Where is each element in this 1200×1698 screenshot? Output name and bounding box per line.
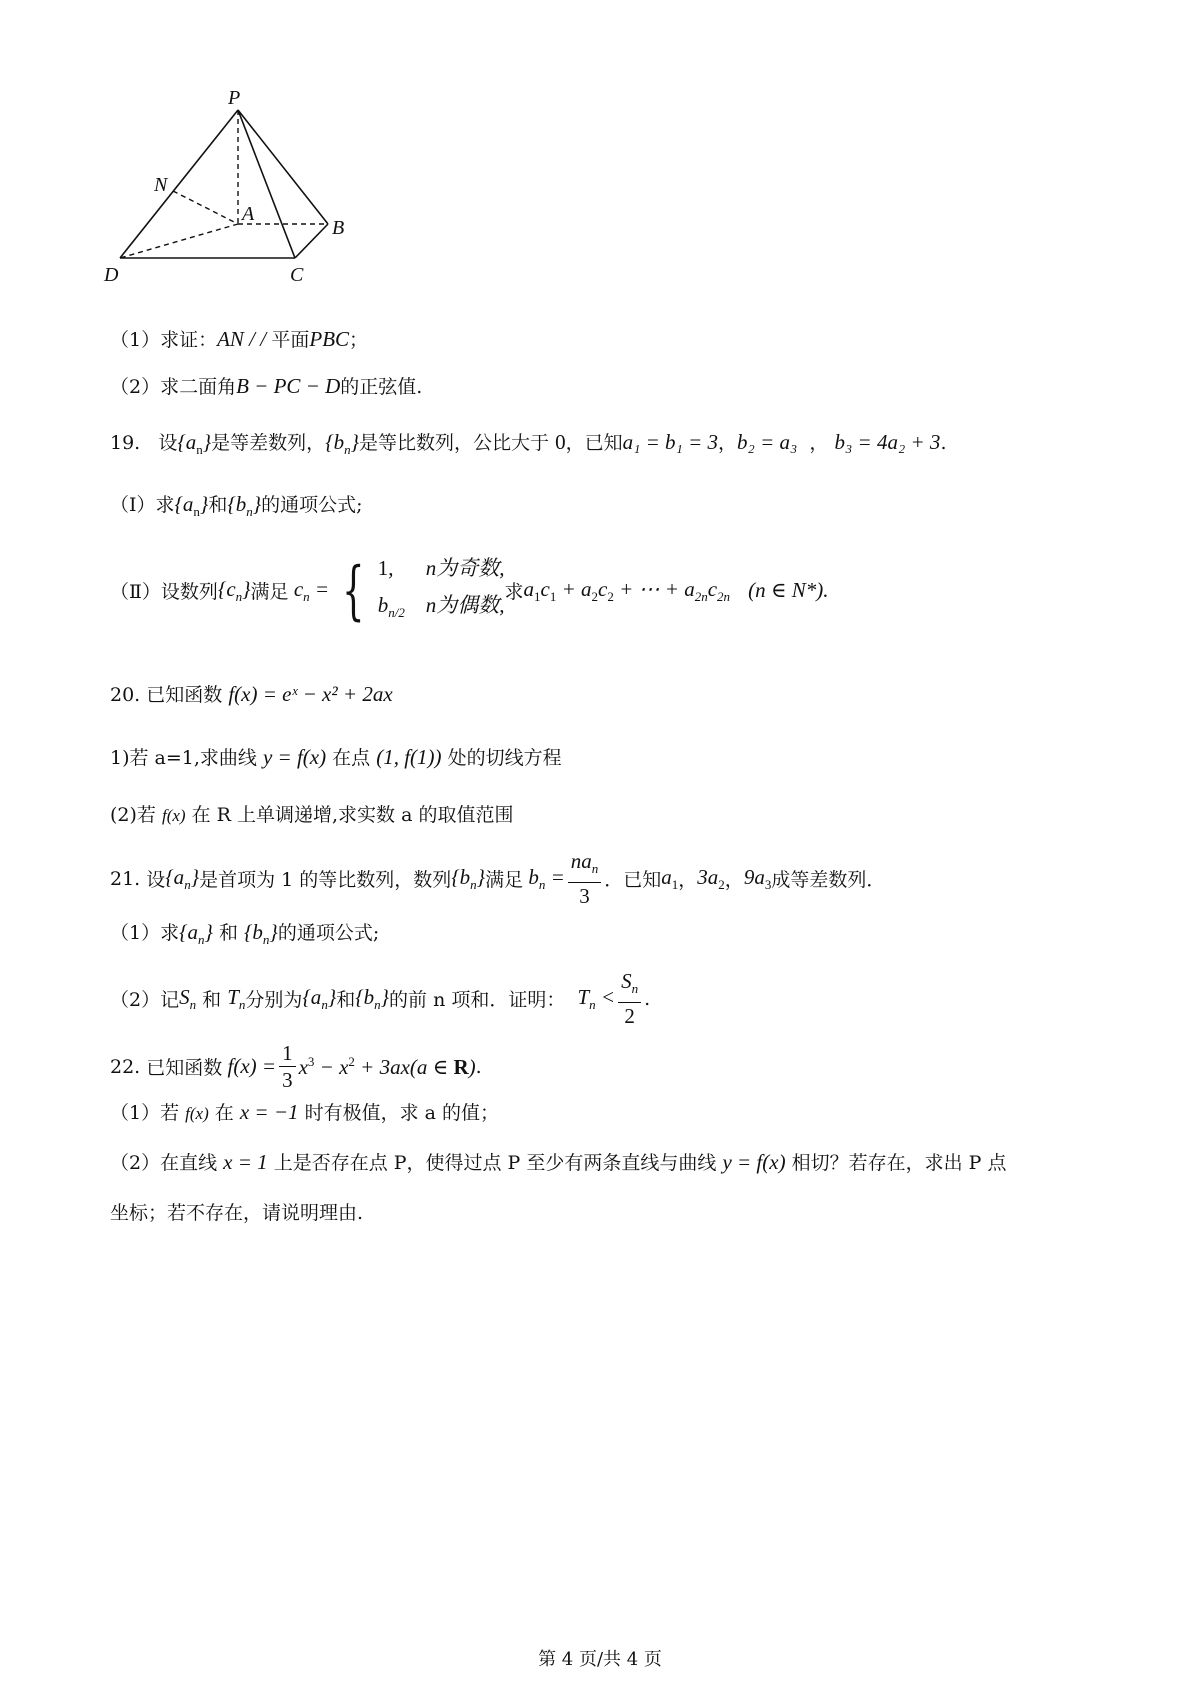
- q20-part1: 1)若 a=1,求曲线 y = f(x) 在点 (1, f(1)) 处的切线方程: [110, 745, 562, 769]
- label-A: A: [242, 203, 255, 225]
- segment-NA: [173, 191, 238, 224]
- edge-AD: [120, 224, 238, 258]
- q22-part2: （2）在直线 x = 1 上是否存在点 P，使得过点 P 至少有两条直线与曲线 y = f(x) 相切？若存在，求出 P 点: [110, 1150, 1007, 1174]
- q19-part2: （Ⅱ）设数列 $\{c_n\}$ 满足 $c_n$ = { 1, n为奇数, $b_{n/2}$ n为偶数, 求 $a_1c_1 + a_2c_2$ + ⋯ + $a_{2n}c_{2n}$ (n ∈ N*).: [110, 553, 829, 628]
- edge-PC: [238, 110, 295, 258]
- q19-stem: 19. 设$\{a_n\}$是等差数列，$\{b_n\}$是等比数列，公比大于 0，已知a₁ = b₁ = 3，b₂ = a₃ ， b₃ = 4a₂ + 3.: [110, 430, 947, 458]
- q21-stem: 21. 设 $\{a_n\}$ 是首项为 1 的等比数列，数列 $\{b_n\}$ 满足 $b_n$ = $\frac{na_n}{3}$ ．已知 $a_1$ ， $3a_2$ ， $9a_3$ 成等差数列．: [110, 849, 886, 909]
- pyramid-figure: [100, 88, 360, 288]
- edge-PD: [120, 110, 238, 258]
- label-B: B: [332, 217, 345, 239]
- q22-part2-cont: 坐标；若不存在，请说明理由.: [110, 1202, 364, 1224]
- label-N: N: [154, 174, 168, 196]
- edge-CB: [295, 224, 328, 258]
- label-P: P: [228, 88, 241, 109]
- q19-part1: （Ⅰ）求$\{a_n\}$和$\{b_n\}$的通项公式;: [110, 492, 363, 520]
- page-footer: 第 4 页/共 4 页: [538, 1649, 662, 1670]
- q22-stem: 22. 已知函数 f(x) = $\frac{1}{3}$ $x^3 - x^2 + 3ax(a$ ∈ R) .: [110, 1041, 482, 1092]
- q20-part2: (2)若 f(x) 在 R 上单调递增,求实数 a 的取值范围: [110, 804, 514, 826]
- q21-part2: （2）记 $S_n$ 和 $T_n$ 分别为 $\{a_n\}$ 和 $\{b_n\}$ 的前 n 项和．证明： $T_n$ < $\frac{S_n}{2}$ .: [110, 969, 651, 1029]
- label-D: D: [104, 264, 119, 286]
- q22-part1: （1）若 f(x) 在 x = −1 时有极值，求 a 的值；: [110, 1100, 499, 1124]
- q21-part1: （1）求$\{a_n\}$ 和 $\{b_n\}$的通项公式;: [110, 920, 380, 948]
- q18-part1: （1）求证：AN / / 平面PBC；: [110, 327, 369, 351]
- label-C: C: [290, 264, 304, 286]
- q18-part2: （2）求二面角B − PC − D的正弦值.: [110, 374, 423, 398]
- q20-stem: 20. 已知函数 f(x) = eˣ − x² + 2ax: [110, 682, 393, 706]
